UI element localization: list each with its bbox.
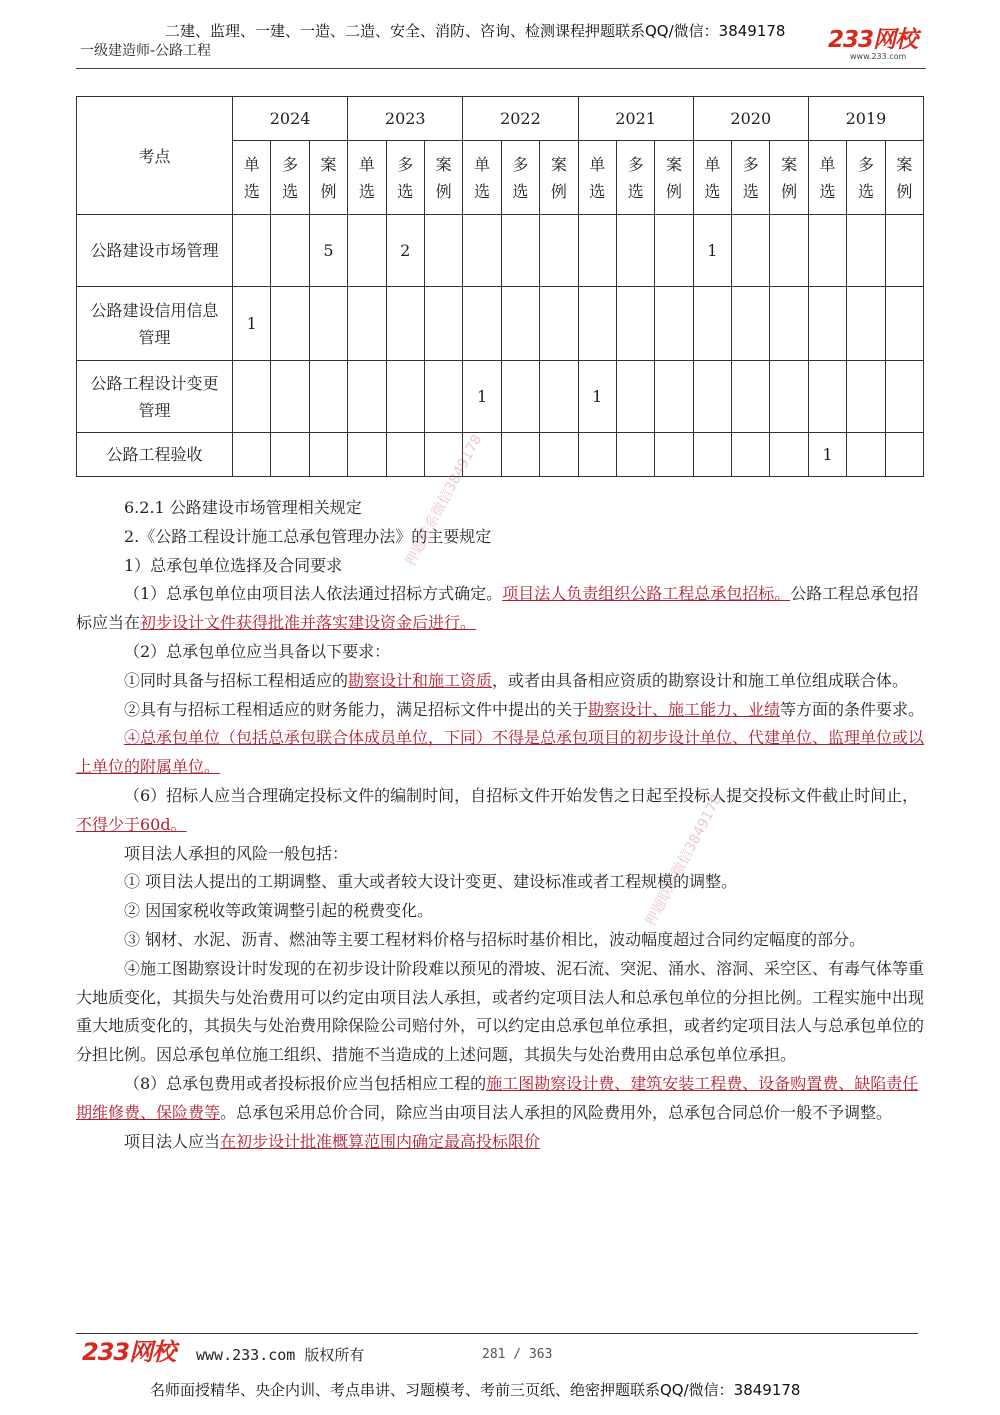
count-cell: [732, 215, 770, 287]
count-cell: [616, 433, 654, 477]
logo-text: 233网校: [82, 1338, 176, 1366]
question-type-header: 单 选: [463, 141, 501, 215]
topic-cell: 公路建设信用信息管理: [77, 287, 233, 361]
count-cell: [770, 361, 808, 433]
count-cell: [424, 361, 462, 433]
count-cell: [808, 215, 846, 287]
year-header: 2022: [463, 97, 578, 141]
year-header: 2024: [233, 97, 348, 141]
count-cell: 5: [309, 215, 347, 287]
brand-logo: [828, 28, 928, 62]
watermark: 押题联系微信3849178: [642, 792, 726, 929]
table-row: [77, 433, 924, 477]
item-heading: 1）总承包单位选择及合同要求: [124, 555, 343, 575]
question-type-header: 案 例: [424, 141, 462, 215]
highlight: 初步设计文件获得批准并落实建设资金后进行。: [140, 613, 477, 633]
question-type-header: 案 例: [540, 141, 578, 215]
count-cell: [655, 433, 693, 477]
highlight: 勘察设计和施工资质: [348, 670, 493, 690]
count-cell: [885, 361, 923, 433]
count-cell: 1: [808, 433, 846, 477]
table-row: [77, 287, 924, 361]
question-type-header: 多 选: [847, 141, 885, 215]
count-cell: [655, 215, 693, 287]
question-type-header: 多 选: [271, 141, 309, 215]
count-cell: [501, 433, 539, 477]
count-cell: [271, 215, 309, 287]
count-cell: [885, 287, 923, 361]
count-cell: [348, 287, 386, 361]
section-heading: 6.2.1 公路建设市场管理相关规定: [124, 498, 362, 517]
count-cell: [885, 433, 923, 477]
count-cell: [578, 215, 616, 287]
count-cell: [732, 433, 770, 477]
text: ①同时具备与招标工程相适应的: [124, 670, 349, 690]
year-header: 2023: [348, 97, 463, 141]
question-type-header: 单 选: [693, 141, 731, 215]
count-cell: [693, 433, 731, 477]
highlight: 项目法人负责组织公路工程总承包招标。: [502, 584, 791, 604]
footer-logo: [82, 1340, 175, 1364]
count-cell: [233, 215, 271, 287]
paragraph: （2）总承包单位应当具备以下要求：: [124, 641, 391, 661]
exam-stats-table: [76, 96, 924, 477]
count-cell: [386, 361, 424, 433]
count-cell: [386, 287, 424, 361]
count-cell: [616, 361, 654, 433]
count-cell: [348, 215, 386, 287]
paragraph: ④施工图勘察设计时发现的在初步设计阶段难以预见的滑坡、泥石流、突泥、涌水、溶洞、采空区、有毒气体等重大地质变化，其损失与处治费用可以约定由项目法人承担，或者约定项目法人和总承包单位的分担比例。工程实施中出现重大地质变化的，其损失与处治费用除保险公司赔付外，可以约定由总承包单位承担，或者约定项目法人与总承包单位的分担比例。因总承包单位施工组织、措施不当造成的上述问题，其损失与处治费用由总承包单位承担。: [76, 958, 925, 1065]
text: 。总承包采用总价合同，除应当由项目法人承担的风险费用外，总承包合同总价一般不予调整。: [220, 1102, 893, 1122]
count-cell: [616, 287, 654, 361]
count-cell: [501, 215, 539, 287]
count-cell: [770, 287, 808, 361]
paragraph: [76, 696, 926, 725]
count-cell: [463, 287, 501, 361]
paragraph: [76, 1128, 926, 1157]
count-cell: [501, 287, 539, 361]
year-header: 2021: [578, 97, 693, 141]
count-cell: [271, 433, 309, 477]
count-cell: [348, 361, 386, 433]
paragraph: ② 因国家税收等政策调整引起的税费变化。: [124, 901, 434, 921]
count-cell: [770, 433, 808, 477]
question-type-header: 单 选: [808, 141, 846, 215]
text: ，或者由具备相应资质的勘察设计和施工单位组成联合体。: [492, 670, 909, 690]
count-cell: [540, 215, 578, 287]
count-cell: [732, 361, 770, 433]
paragraph: 项目法人承担的风险一般包括：: [124, 843, 349, 863]
question-type-header: 案 例: [309, 141, 347, 215]
count-cell: [309, 287, 347, 361]
count-cell: [386, 433, 424, 477]
count-cell: [424, 287, 462, 361]
question-type-header: 单 选: [233, 141, 271, 215]
count-cell: [233, 433, 271, 477]
paragraph: ① 项目法人提出的工期调整、重大或者较大设计变更、建设标准或者工程规模的调整。: [124, 872, 738, 892]
count-cell: [578, 433, 616, 477]
question-type-header: 单 选: [348, 141, 386, 215]
footer-copyright: www.233.com 版权所有: [196, 1346, 365, 1364]
text: 公路工程总承包招标应当在: [76, 584, 919, 633]
count-cell: [885, 215, 923, 287]
count-cell: 1: [578, 361, 616, 433]
count-cell: 2: [386, 215, 424, 287]
top-banner: 二建、监理、一建、一造、二造、安全、消防、咨询、检测课程押题联系QQ/微信：3849178: [165, 22, 786, 40]
count-cell: 1: [233, 287, 271, 361]
count-cell: 1: [463, 361, 501, 433]
count-cell: [693, 361, 731, 433]
paragraph: [76, 1070, 926, 1128]
count-cell: [847, 433, 885, 477]
logo-text: 233网校: [828, 27, 918, 53]
text: （8）总承包费用或者投标报价应当包括相应工程的: [124, 1073, 487, 1093]
count-cell: [309, 361, 347, 433]
count-cell: [540, 361, 578, 433]
bottom-banner: 名师面授精华、央企内训、考点串讲、习题模考、考前三页纸、绝密押题联系QQ/微信：3849178: [150, 1381, 801, 1399]
year-header: 2020: [693, 97, 808, 141]
paragraph: [76, 782, 926, 840]
logo-url: www.233.com: [850, 52, 907, 61]
topic-cell: 公路工程设计变更管理: [77, 361, 233, 433]
count-cell: [348, 433, 386, 477]
highlight: 总承包单位（包括总承包联合体成员单位，下同）不得是总承包项目的初步设计单位、代建单位、监理单位或以上单位的附属单位。: [76, 728, 925, 777]
count-cell: [847, 215, 885, 287]
count-cell: [616, 215, 654, 287]
count-cell: [424, 215, 462, 287]
count-cell: [233, 361, 271, 433]
question-type-header: 单 选: [578, 141, 616, 215]
paragraph: [76, 724, 926, 782]
table-header-years: [77, 97, 924, 141]
count-cell: [847, 287, 885, 361]
count-cell: [540, 287, 578, 361]
count-cell: [540, 433, 578, 477]
question-type-header: 多 选: [386, 141, 424, 215]
count-cell: [271, 287, 309, 361]
count-cell: [463, 215, 501, 287]
text: ②具有与招标工程相适应的财务能力，满足招标文件中提出的关于: [124, 699, 589, 719]
count-cell: [732, 287, 770, 361]
paragraph: [76, 580, 926, 638]
paragraph: [76, 667, 926, 696]
topic-cell: 公路建设市场管理: [77, 215, 233, 287]
question-type-header: 多 选: [732, 141, 770, 215]
paragraph: ③ 钢材、水泥、沥青、燃油等主要工程材料价格与招标时基价相比，波动幅度超过合同约定幅度的部分。: [124, 929, 866, 949]
topic-cell: 公路工程验收: [77, 433, 233, 477]
count-cell: [655, 287, 693, 361]
highlight: 不得少于60d。: [76, 814, 187, 834]
doc-subtitle: 一级建造师-公路工程: [80, 43, 212, 59]
count-cell: [655, 361, 693, 433]
highlight: 勘察设计、施工能力、业绩: [588, 699, 781, 719]
count-cell: [770, 215, 808, 287]
count-cell: [309, 433, 347, 477]
highlight: ④: [124, 728, 141, 748]
text: （1）总承包单位由项目法人依法通过招标方式确定。: [124, 584, 503, 604]
page-number: 281 / 363: [482, 1347, 553, 1362]
count-cell: [271, 361, 309, 433]
question-type-header: 案 例: [655, 141, 693, 215]
body-text: [76, 494, 926, 1156]
topic-header: 考点: [77, 97, 233, 215]
highlight: 施工图勘察设计费、建筑安装工程费、设备购置费、缺陷责任期维修费、保险费等: [76, 1073, 919, 1122]
subsection-heading: 2.《公路工程设计施工总承包管理办法》的主要规定: [124, 526, 492, 546]
text: （6）招标人应当合理确定投标文件的编制时间，自招标文件开始发售之日起至投标人提交投标文件截止时间止，: [124, 785, 919, 805]
table-row: [77, 215, 924, 287]
count-cell: [808, 361, 846, 433]
question-type-header: 案 例: [885, 141, 923, 215]
year-header: 2019: [808, 97, 923, 141]
question-type-header: 案 例: [770, 141, 808, 215]
footer-divider: [76, 1333, 918, 1334]
count-cell: 1: [693, 215, 731, 287]
text: 项目法人应当: [124, 1131, 221, 1151]
count-cell: [693, 287, 731, 361]
question-type-header: 多 选: [501, 141, 539, 215]
count-cell: [847, 361, 885, 433]
table-row: [77, 361, 924, 433]
header-divider: [76, 68, 926, 69]
count-cell: [578, 287, 616, 361]
text: 等方面的条件要求。: [780, 699, 925, 719]
watermark: 押题联系微信3849178: [402, 432, 486, 569]
count-cell: [501, 361, 539, 433]
question-type-header: 多 选: [616, 141, 654, 215]
count-cell: [808, 287, 846, 361]
highlight: 在初步设计批准概算范围内确定最高投标限价: [220, 1131, 541, 1151]
